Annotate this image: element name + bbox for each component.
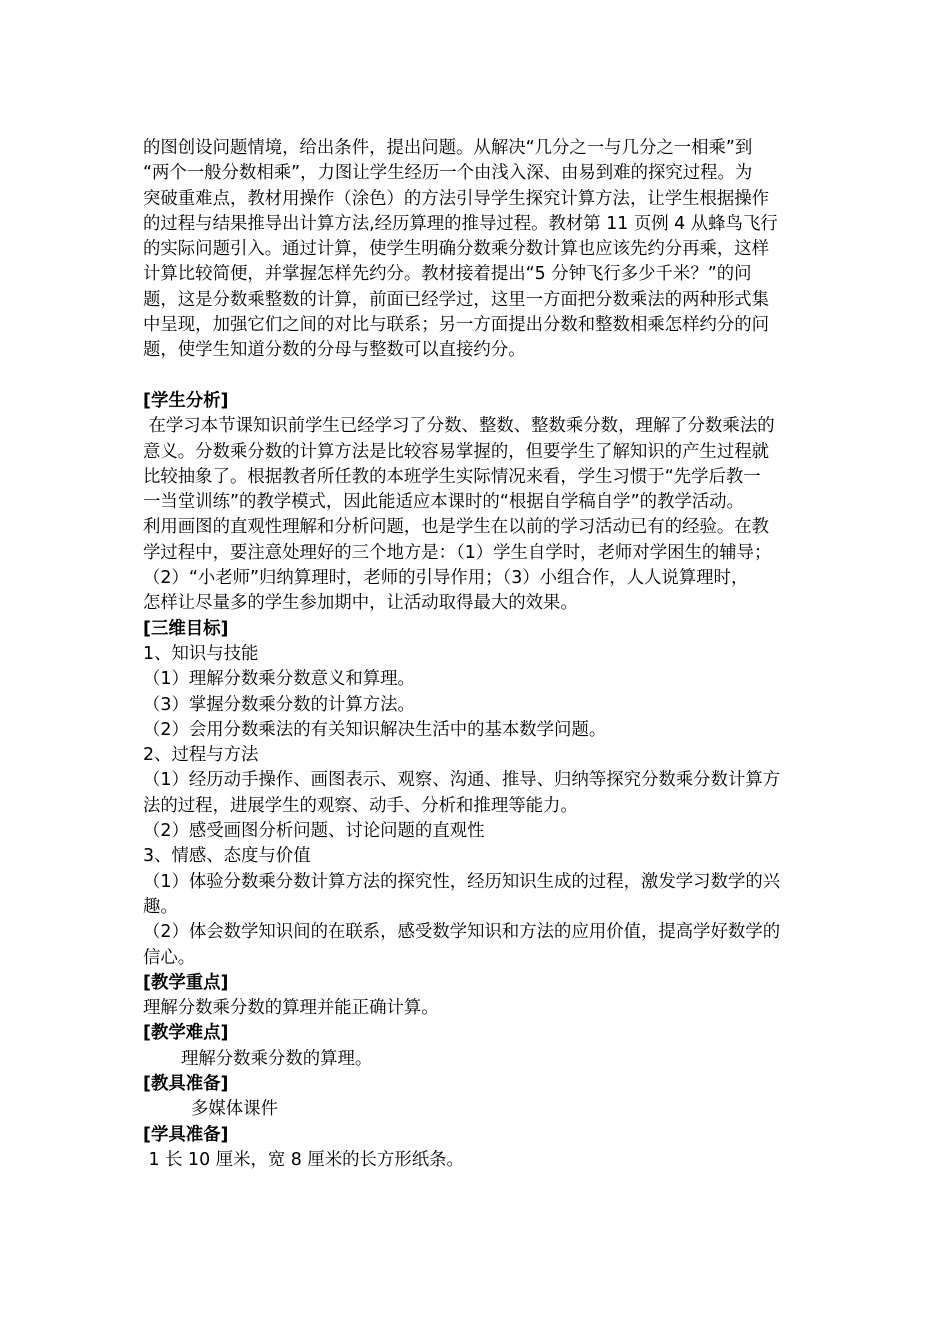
section-text: 理解分数乘分数的算理并能正确计算。 [143, 998, 439, 1019]
list-item: 法的过程，进展学生的观察、动手、分析和推理等能力。 [143, 795, 578, 816]
list-item: （2）体会数学知识间的在联系，感受数学知识和方法的应用价值，提高学好数学的 [143, 922, 781, 943]
list-item: （3）掌握分数乘分数的计算方法。 [143, 694, 415, 715]
paragraph-line: 学过程中，要注意处理好的三个地方是：（1）学生自学时，老师对学困生的辅导； [143, 542, 772, 563]
paragraph-line: （2）“小老师”归纳算理时，老师的引导作用；（3）小组合作，人人说算理时， [143, 568, 749, 589]
list-item: （1）经历动手操作、画图表示、观察、沟通、推导、归纳等探究分数乘分数计算方 [143, 770, 781, 791]
list-item: （2）感受画图分析问题、讨论问题的直观性 [143, 821, 485, 842]
section-heading: [教具准备] [143, 1073, 229, 1094]
paragraph-line: 一当堂训练”的教学模式，因此能适应本课时的“根据自学稿自学”的教学活动。 [143, 492, 744, 513]
section-text: 多媒体课件 [191, 1099, 278, 1120]
list-item: 1、知识与技能 [143, 643, 259, 664]
paragraph-line: 的过程与结果推导出计算方法,经历算理的推导过程。教材第 11 页例 4 从蜂鸟飞行 [143, 213, 778, 234]
paragraph-line: 题，使学生知道分数的分母与整数可以直接约分。 [143, 340, 526, 361]
list-item: 趣。 [143, 896, 178, 917]
paragraph-line: 题，这是分数乘整数的计算，前面已经学过，这里一方面把分数乘法的两种形式集 [143, 289, 770, 310]
document-page [143, 136, 853, 1173]
paragraph-line: 突破重难点，教材用操作（涂色）的方法引导学生探究计算方法，让学生根据操作 [143, 188, 770, 209]
paragraph-line: “两个一般分数相乘”，力图让学生经历一个由浅入深、由易到难的探究过程。为 [143, 163, 753, 184]
list-item: （1）理解分数乘分数意义和算理。 [143, 669, 415, 690]
list-item: 2、过程与方法 [143, 745, 259, 766]
list-item: 3、情感、态度与价值 [143, 846, 311, 867]
paragraph-line: 的实际问题引入。通过计算，使学生明确分数乘分数计算也应该先约分再乘，这样 [143, 239, 770, 260]
paragraph-line: 计算比较简便，并掌握怎样先约分。教材接着提出“5 分钟飞行多少千米？”的问 [143, 264, 752, 285]
section-text: 理解分数乘分数的算理。 [181, 1048, 373, 1069]
paragraph-line: 利用画图的直观性理解和分析问题，也是学生在以前的学习活动已有的经验。在教 [143, 517, 770, 538]
paragraph-line: 的图创设问题情境，给出条件，提出问题。从解决“几分之一与几分之一相乘”到 [143, 138, 753, 158]
student-analysis-section [143, 389, 853, 617]
paragraph-line: 比较抽象了。根据教者所任教的本班学生实际情况来看，学生习惯于“先学后教一 [143, 466, 761, 487]
difficulty-section [143, 1021, 853, 1072]
teaching-tools-section [143, 1072, 853, 1123]
paragraph-line: 怎样让尽量多的学生参加期中，让活动取得最大的效果。 [143, 593, 578, 614]
paragraph-line: 在学习本节课知识前学生已经学习了分数、整数、整数乘分数，理解了分数乘法的 [143, 416, 775, 437]
goals-section [143, 617, 853, 971]
intro-paragraph [143, 136, 853, 364]
list-item: （2）会用分数乘法的有关知识解决生活中的基本数学问题。 [143, 719, 607, 740]
blank-line [143, 364, 853, 389]
section-heading: [三维目标] [143, 618, 229, 639]
list-item: （1）体验分数乘分数计算方法的探究性，经历知识生成的过程，激发学习数学的兴 [143, 871, 781, 892]
section-heading: [学具准备] [143, 1124, 229, 1145]
section-text: 1 长 10 厘米，宽 8 厘米的长方形纸条。 [143, 1149, 464, 1170]
learning-tools-section [143, 1123, 853, 1174]
paragraph-line: 中呈现，加强它们之间的对比与联系；另一方面提出分数和整数相乘怎样约分的问 [143, 315, 770, 336]
section-heading: [教学难点] [143, 1023, 229, 1044]
paragraph-line: 意义。分数乘分数的计算方法是比较容易掌握的，但要学生了解知识的产生过程就 [143, 441, 770, 462]
section-heading: [学生分析] [143, 390, 229, 411]
section-heading: [教学重点] [143, 972, 229, 993]
list-item: 信心。 [143, 947, 196, 968]
key-point-section [143, 971, 853, 1022]
